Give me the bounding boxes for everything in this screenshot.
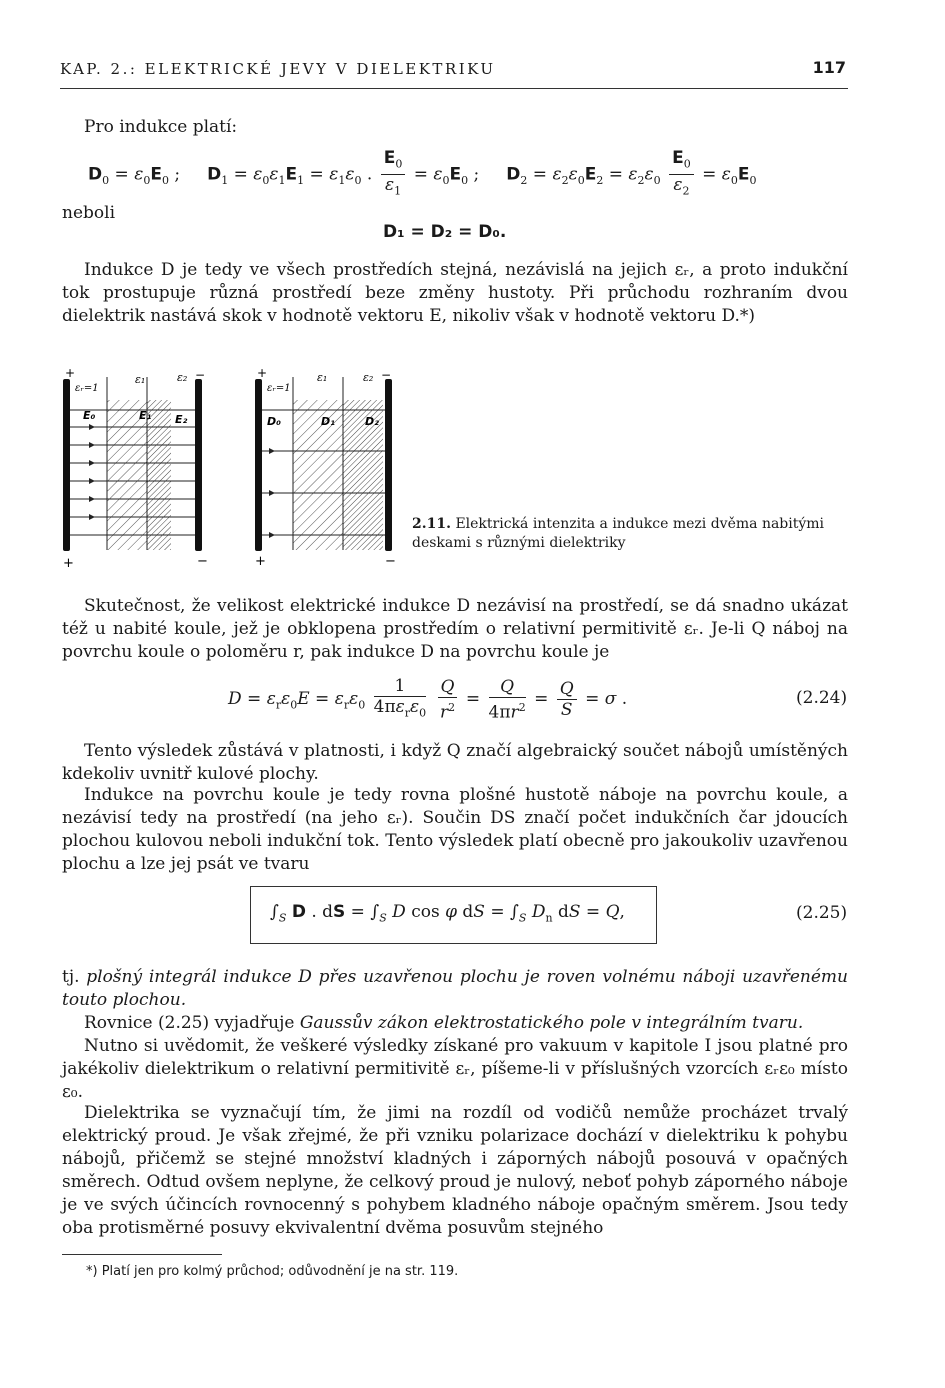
paragraph-1: Indukce D je tedy ve všech prostředích stejná, nezávislá na jejich εᵣ, a proto indukční tok prostupuje různá prostředí beze změny hustoty. Při průchodu rozhraním dvou dielektrik nastává skok v hodnotě vektoru E, nikoliv však v hodnotě vektoru D.*): [62, 260, 848, 326]
intro-text: Pro indukce platí:: [84, 117, 238, 137]
electric-induction-diagram: [255, 366, 396, 569]
fig-right-plus-top: +: [257, 366, 268, 380]
paragraph-5-prefix: tj.: [62, 967, 87, 987]
equation-2-25: $\int_S$ D . dS = $\int_S$ D cos φ dS = $\int_S$ $D_n$ dS = Q,: [270, 902, 625, 925]
neboli-text: neboli: [62, 203, 116, 223]
positive-plate: [63, 379, 70, 551]
field-intensity-diagram: [63, 366, 208, 571]
running-header: [60, 60, 848, 89]
fig-left-E0: E₀: [83, 409, 96, 422]
fig-right-er1: εᵣ=1: [267, 383, 291, 394]
gauss-statement: plošný integrál indukce D přes uzavřenou plochu je roven volnému náboji uzavřenému touto plochou.: [62, 967, 848, 1010]
caption-text: Elektrická intenzita a indukce mezi dvěma nabitými deskami s různými dielektriky: [412, 516, 825, 551]
positive-plate-right: [255, 379, 262, 551]
paragraph-6: [62, 1012, 848, 1035]
chapter-title: KAP. 2.: ELEKTRICKÉ JEVY V DIELEKTRIKU: [60, 60, 496, 78]
fig-right-minus-top: −: [381, 368, 392, 382]
paragraph-2: Skutečnost, že velikost elektrické indukce D nezávisí na prostředí, se dá snadno ukázat též u nabité koule, jež je obklopena prostředím o relativní permitivitě εᵣ. Je-li Q náboj na povrchu koule o poloměru r, pak indukce D na povrchu koule je: [62, 596, 848, 662]
fig-left-E2: E₂: [175, 413, 188, 426]
fig-left-e2: ε₂: [177, 371, 188, 384]
paragraph-3: Tento výsledek zůstává v platnosti, i když Q značí algebraický součet nábojů umístěných kdekoliv uvnitř kulové plochy.: [62, 741, 848, 784]
equation-equal-inductions: D₁ = D₂ = D₀.: [383, 222, 507, 242]
fig-right-D2: D₂: [365, 415, 379, 428]
equation-number-2-24: (2.24): [796, 688, 848, 708]
paragraph-7: Nutno si uvědomit, že veškeré výsledky získané pro vakuum v kapitole I jsou platné pro jakékoliv dielektrikum o relativní permitivitě εᵣ, píšeme-li v příslušných vzorcích εᵣε₀ místo ε₀.: [62, 1036, 848, 1102]
caption-number: 2.11.: [412, 516, 451, 532]
fig-left-plus-top: +: [65, 366, 76, 380]
figure-2-11: [55, 365, 405, 575]
fig-left-E1: E₁: [139, 409, 152, 422]
paragraph-8: Dielektrika se vyznačují tím, že jimi na rozdíl od vodičů nemůže procházet trvalý elektrický proud. Je však zřejmé, že při vzniku polarizace dochází v dielektriku k pohybu nábojů, přičemž se stejné množství kladných i záporných nábojů posouvá v opačných směrech. Odtud ovšem neplyne, že celkový proud je nulový, neboť pohyb záporného náboje je ve svých účincích rovnocenný s pohybem kladného náboje opačným směrem. Jsou tedy oba protisměrné posuvy ekvivalentní dvěma posuvům stejného: [62, 1103, 848, 1238]
negative-plate: [195, 379, 202, 551]
fig-right-D0: D₀: [267, 415, 281, 428]
fig-right-e1: ε₁: [317, 371, 328, 384]
footnote-rule: [62, 1254, 222, 1255]
page-number: 117: [812, 58, 846, 77]
equation-inductions: $D_0 = \varepsilon_0E_0$ ; $D_1 = \varepsilon_0\varepsilon_1E_1 = \varepsilon_1\varepsilon_0$ . $\frac{E_0}{\varepsilon_1}$ = $\varepsilon_0E_0$ ; $D_2 = \varepsilon_2\varepsilon_0E_2 = \varepsilon_2\varepsilon_0$ $\frac{E_0}{\varepsilon_2}$ = $\varepsilon_0E_0$: [88, 148, 757, 198]
fig-left-e1: ε₁: [135, 373, 146, 386]
fig-left-minus-top: −: [195, 368, 206, 382]
equation-2-24: $D = \varepsilon_r\varepsilon_0E = \varepsilon_r\varepsilon_0$ $\frac{1}{4\pi\varepsilon_r\varepsilon_0}$ $\frac{Q}{r^2}$ = $\frac{Q}{4\pi r^2}$ = $\frac{Q}{S}$ = σ .: [228, 676, 628, 723]
equation-number-2-25: (2.25): [796, 903, 848, 923]
fig-right-e2: ε₂: [363, 371, 374, 384]
paragraph-5: [62, 966, 848, 1012]
fig-left-plus-bottom: +: [63, 556, 74, 571]
fig-left-minus-bottom: −: [197, 554, 208, 569]
fig-right-D1: D₁: [321, 415, 335, 428]
paragraph-6-prefix: Rovnice (2.25) vyjadřuje: [84, 1013, 300, 1033]
paragraph-4: Indukce na povrchu koule je tedy rovna plošné hustotě náboje na povrchu koule, a nezávisí tedy na prostředí (na jeho εᵣ). Součin DS značí počet indukčních čar jdoucích plochou kulovou neboli indukční tok. Tento výsledek platí obecně pro jakoukoliv uzavřenou plochu a lze jej psát ve tvaru: [62, 785, 848, 874]
fig-right-plus-bottom: +: [255, 554, 266, 569]
figure-caption: [412, 515, 852, 553]
fig-right-minus-bottom: −: [385, 554, 396, 569]
footnote: *) Platí jen pro kolmý průchod; odůvodnění je na str. 119.: [86, 1264, 459, 1279]
negative-plate-right: [385, 379, 392, 551]
fig-left-er1: εᵣ=1: [75, 383, 99, 394]
gauss-law-name: Gaussův zákon elektrostatického pole v integrálním tvaru.: [299, 1013, 804, 1033]
